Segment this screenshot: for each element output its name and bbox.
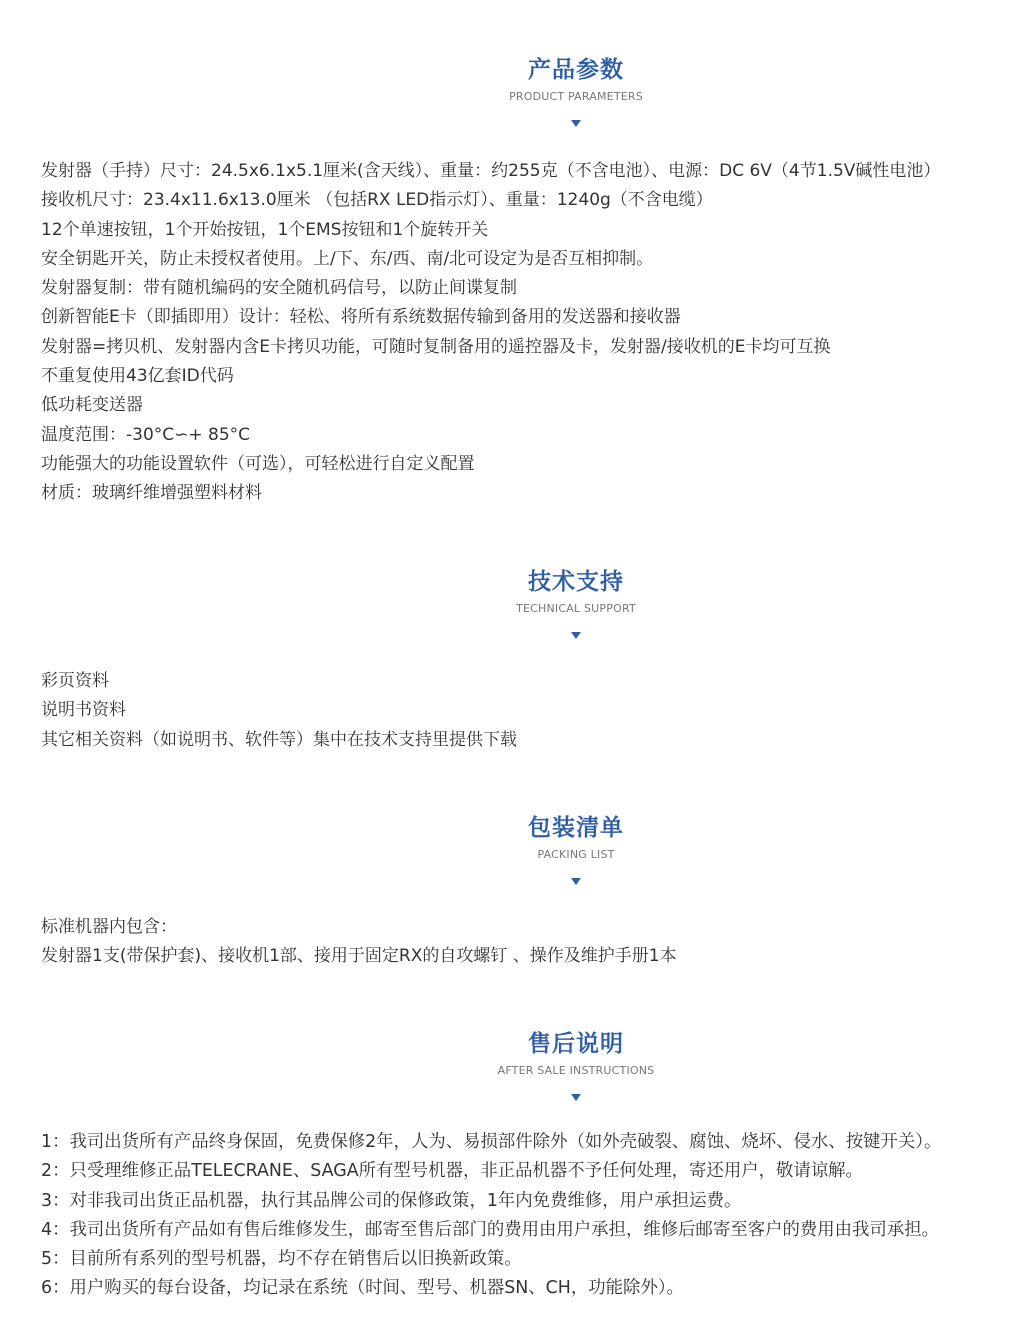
list-item: 2：只受理维修正品TELECRANE、SAGA所有型号机器，非正品机器不予任何处理，寄还用户，敬请谅解。 <box>41 1161 863 1182</box>
list-item: 发射器（手持）尺寸：24.5x6.1x5.1厘米(含天线）、重量：约255克（不含电池）、电源：DC 6V（4节1.5V碱性电池） <box>41 161 941 181</box>
list-item: 接收机尺寸：23.4x11.6x13.0厘米 （包括RX LED指示灯）、重量：1240g（不含电缆） <box>41 190 713 211</box>
list-item: 不重复使用43亿套ID代码 <box>41 366 234 387</box>
section-title: 包装清单 <box>528 815 624 841</box>
list-item: 3：对非我司出货正品机器，执行其品牌公司的保修政策，1年内免费维修，用户承担运费。 <box>41 1190 742 1211</box>
list-item: 6：用户购买的每台设备，均记录在系统（时间、型号、机器SN、CH，功能除外）。 <box>41 1278 684 1299</box>
list-item: 其它相关资料（如说明书、软件等）集中在技术支持里提供下载 <box>41 729 517 750</box>
down-arrow-icon <box>571 1094 581 1101</box>
list-item: 创新智能E卡（即插即用）设计：轻松、将所有系统数据传输到备用的发送器和接收器 <box>41 307 681 328</box>
section-header-support <box>0 567 1018 639</box>
list-item: 彩页资料 <box>41 671 109 691</box>
section-title: 产品参数 <box>528 57 624 83</box>
list-item: 12个单速按钮，1个开始按钮，1个EMS按钮和1个旋转开关 <box>41 219 489 240</box>
support-list <box>41 667 1001 755</box>
section-subtitle: PACKING LIST <box>537 848 615 861</box>
section-title: 技术支持 <box>528 569 624 595</box>
down-arrow-icon <box>571 878 581 885</box>
section-title: 售后说明 <box>528 1031 624 1057</box>
section-header-params <box>0 55 1018 127</box>
aftersale-list <box>41 1128 1001 1304</box>
list-item: 材质：玻璃纤维增强塑料材料 <box>41 483 262 504</box>
params-list <box>41 157 1001 509</box>
list-item: 1：我司出货所有产品终身保固，免费保修2年，人为、易损部件除外（如外壳破裂、腐蚀、烧坏、侵水、按键开关）。 <box>41 1132 942 1152</box>
section-header-aftersale <box>0 1029 1018 1101</box>
list-item: 5：目前所有系列的型号机器，均不存在销售后以旧换新政策。 <box>41 1249 522 1270</box>
list-item: 低功耗变送器 <box>41 395 143 416</box>
down-arrow-icon <box>571 632 581 639</box>
section-subtitle: AFTER SALE INSTRUCTIONS <box>497 1064 655 1077</box>
list-item: 4：我司出货所有产品如有售后维修发生，邮寄至售后部门的费用由用户承担，维修后邮寄至客户的费用由我司承担。 <box>41 1219 939 1240</box>
list-item: 发射器复制：带有随机编码的安全随机码信号，以防止间谍复制 <box>41 278 517 299</box>
list-item: 说明书资料 <box>41 700 126 721</box>
list-item: 发射器1支(带保护套)、接收机1部、接用于固定RX的自攻螺钉 、操作及维护手册1本 <box>41 946 677 967</box>
list-item: 标准机器内包含： <box>41 917 177 937</box>
list-item: 发射器=拷贝机、发射器内含E卡拷贝功能，可随时复制备用的遥控器及卡，发射器/接收机的E卡均可互换 <box>41 336 831 357</box>
section-header-packing <box>0 813 1018 885</box>
section-subtitle: TECHNICAL SUPPORT <box>516 602 636 615</box>
section-subtitle: PRODUCT PARAMETERS <box>509 90 643 103</box>
down-arrow-icon <box>571 120 581 127</box>
packing-list <box>41 913 1001 972</box>
list-item: 温度范围：-30°C∽+ 85°C <box>41 424 251 445</box>
list-item: 功能强大的功能设置软件（可选），可轻松进行自定义配置 <box>41 453 475 474</box>
list-item: 安全钥匙开关，防止未授权者使用。上/下、东/西、南/北可设定为是否互相抑制。 <box>41 248 654 269</box>
